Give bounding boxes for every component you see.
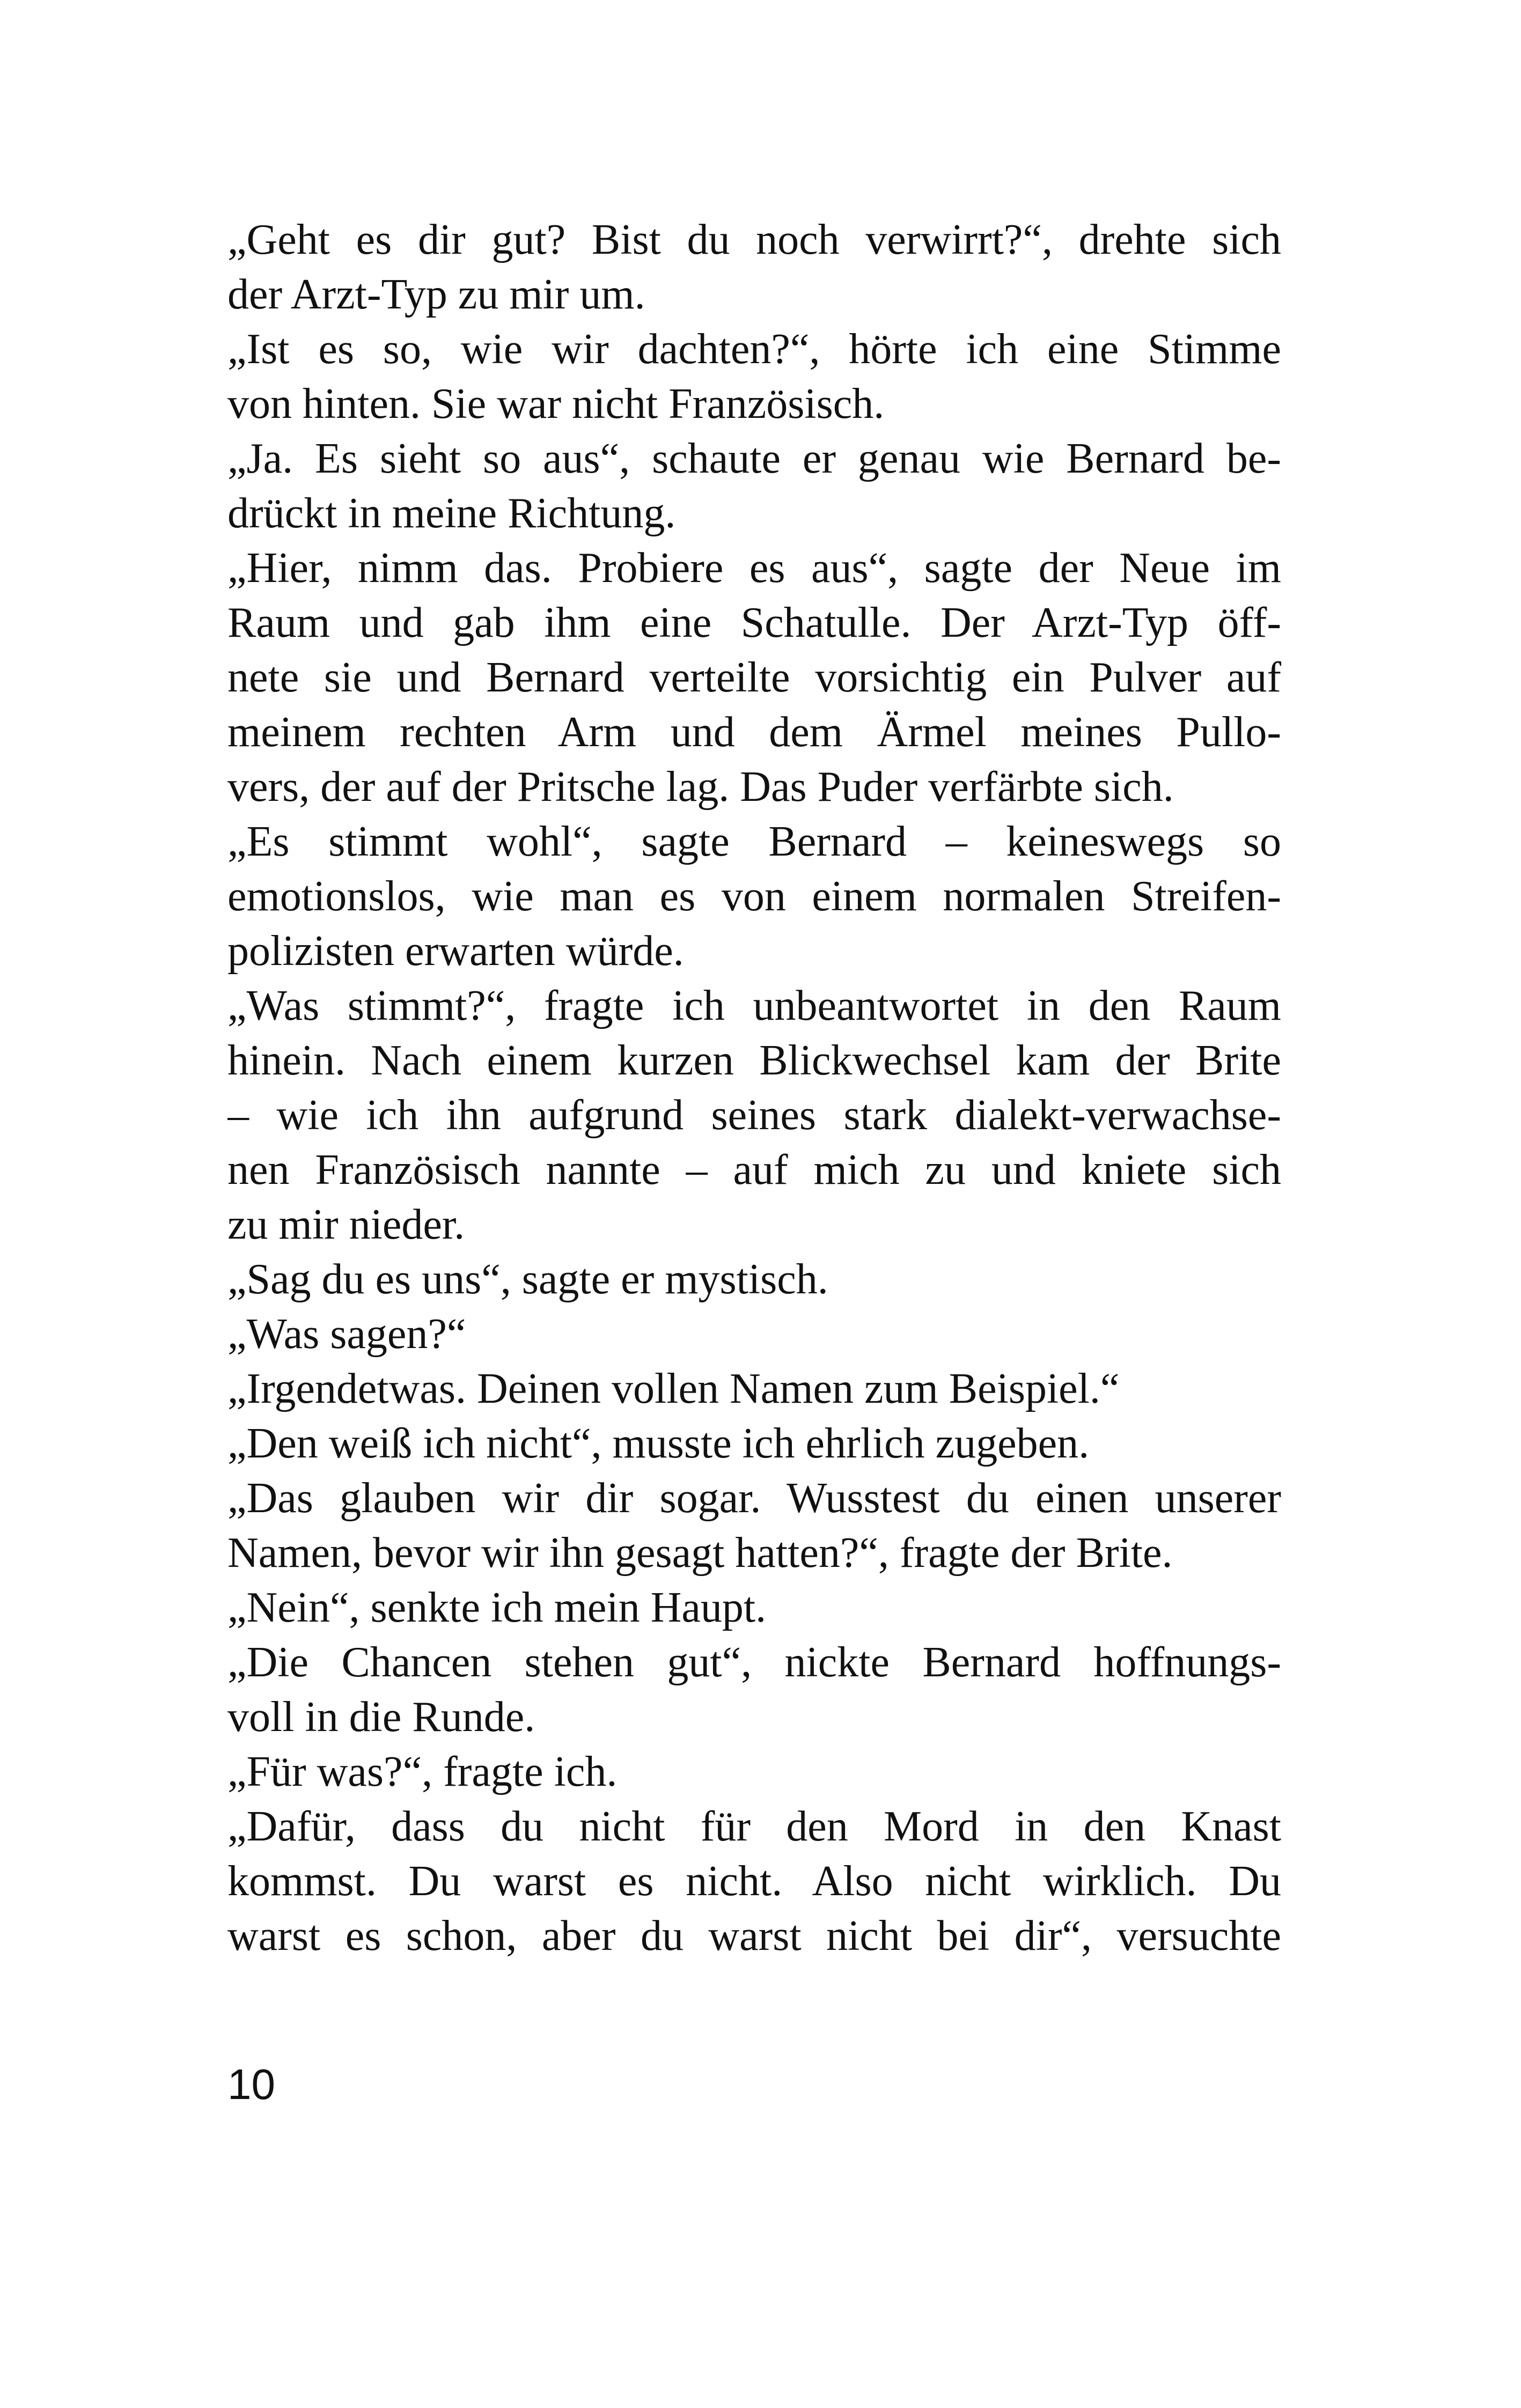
text-line: nen Französisch nannte – auf mich zu und kniete sich: [227, 1146, 1281, 1194]
text-line: emotionslos, wie man es von einem normalen Streifen-: [227, 873, 1281, 920]
text-line: „Es stimmt wohl“, sagte Bernard – keineswegs so: [227, 818, 1281, 865]
text-line: polizisten erwarten würde.: [227, 927, 684, 975]
text-line: kommst. Du warst es nicht. Also nicht wirklich. Du: [227, 1858, 1281, 1905]
text-line: drückt in meine Richtung.: [227, 490, 676, 537]
text-line: Raum und gab ihm eine Schatulle. Der Arzt-Typ öff-: [227, 599, 1281, 646]
text-line: vers, der auf der Pritsche lag. Das Puder verfärbte sich.: [227, 763, 1174, 811]
text-line: „Was sagen?“: [227, 1310, 466, 1358]
text-line: „Nein“, senkte ich mein Haupt.: [227, 1584, 767, 1631]
text-line: – wie ich ihn aufgrund seines stark dialekt-verwachse-: [227, 1092, 1281, 1139]
text-line: Namen, bevor wir ihn gesagt hatten?“, fragte der Brite.: [227, 1529, 1173, 1577]
text-line: nete sie und Bernard verteilte vorsichtig ein Pulver auf: [227, 654, 1281, 701]
text-line: zu mir nieder.: [227, 1201, 465, 1248]
text-line: „Dafür, dass du nicht für den Mord in den Knast: [227, 1803, 1281, 1850]
text-line: „Geht es dir gut? Bist du noch verwirrt?“, drehte sich: [227, 216, 1281, 263]
text-line: „Für was?“, fragte ich.: [227, 1748, 618, 1795]
text-line: „Ja. Es sieht so aus“, schaute er genau wie Bernard be-: [227, 435, 1281, 482]
text-line: der Arzt-Typ zu mir um.: [227, 271, 645, 318]
text-line: „Irgendetwas. Deinen vollen Namen zum Beispiel.“: [227, 1365, 1120, 1412]
text-line: „Sag du es uns“, sagte er mystisch.: [227, 1256, 828, 1303]
text-line: meinem rechten Arm und dem Ärmel meines Pullo-: [227, 709, 1281, 756]
page-number: 10: [227, 2060, 275, 2108]
text-line: „Die Chancen stehen gut“, nickte Bernard hoffnungs-: [227, 1639, 1281, 1686]
text-line: „Ist es so, wie wir dachten?“, hörte ich eine Stimme: [227, 326, 1281, 373]
text-line: „Hier, nimm das. Probiere es aus“, sagte der Neue im: [227, 544, 1281, 592]
text-line: von hinten. Sie war nicht Französisch.: [227, 380, 885, 428]
body-text: [227, 212, 1281, 1963]
text-line: warst es schon, aber du warst nicht bei dir“, versuchte: [227, 1912, 1281, 1960]
text-line: voll in die Runde.: [227, 1693, 535, 1741]
text-line: „Das glauben wir dir sogar. Wusstest du einen unserer: [227, 1475, 1281, 1522]
text-line: „Den weiß ich nicht“, musste ich ehrlich zugeben.: [227, 1420, 1090, 1467]
text-line: „Was stimmt?“, fragte ich unbeantwortet in den Raum: [227, 982, 1281, 1029]
text-line: hinein. Nach einem kurzen Blickwechsel kam der Brite: [227, 1037, 1281, 1084]
